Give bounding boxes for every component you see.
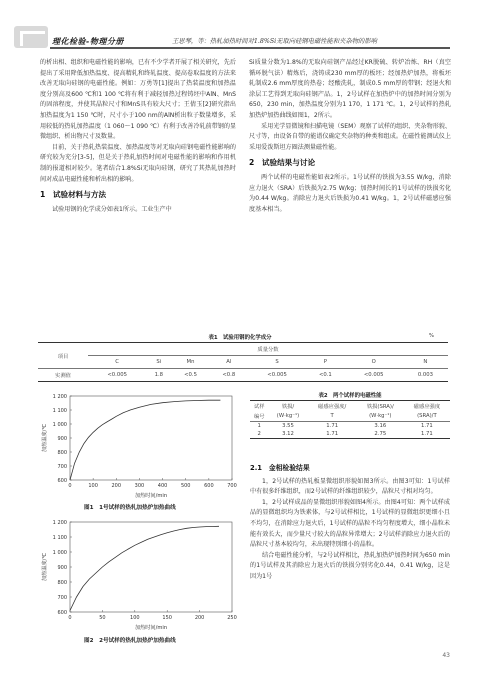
table-header-cell: O <box>345 356 403 369</box>
y-tick-label: 600 <box>57 477 67 484</box>
table-cell: 1.71 <box>404 430 450 439</box>
x-tick-label: 0 <box>68 615 72 621</box>
running-title: 王思琴，等：热轧加热时间对1.8%Si无取向硅钢电磁性能和夹杂物的影响 <box>172 38 377 45</box>
plot-frame <box>70 396 232 480</box>
table-row <box>38 369 448 382</box>
table-cell: 1.71 <box>421 423 433 429</box>
figure1-caption: 图1 1号试样的热轧加热炉加热曲线 <box>84 505 176 511</box>
y-tick-label: 1 200 <box>52 519 67 526</box>
table-cell: 1.71 <box>326 423 339 429</box>
table-header-row <box>250 411 450 422</box>
y-tick-label: 900 <box>57 435 67 442</box>
x-tick-label: 100 <box>88 483 98 489</box>
right-column <box>249 58 451 215</box>
y-tick-label: 1 000 <box>52 549 67 556</box>
paragraph: 目前，关于热轧热装温度、加热温度等对无取向硅钢电磁性能影响的研究较为充分[3-5]，但是关于热轧加热时间对电磁性能的影响和作用机制的报道相对较少。笔者结合1.8%Si无取向硅钢，研究了其热轧加热时间对成品电磁性能和析出相的影响。 <box>40 143 236 183</box>
y-tick-label: 800 <box>57 579 67 586</box>
header-rule <box>50 47 450 49</box>
table-header-cell: 磁感应强度 <box>404 401 450 412</box>
table-cell: <0.1 <box>306 369 344 382</box>
y-tick-label: 900 <box>57 564 67 571</box>
table-header-row <box>38 356 448 369</box>
paragraph: 的析出相、组织和电磁性能的影响，已有不少学者开展了相关研究，先后提出了采用降低加热温度、提高精轧和终轧温度、提高卷取温度的方法来改善无取向硅钢的电磁性能。例如：万勇等[1]提出了热装温度和加热温度分别高及600 ℃和1 100 ℃将有利于减轻加热过程铸坯中AlN、MnS的固溶程度，并使其晶粒尺寸和MnS具有较大尺寸；王倩玉[2]研究指出加热温度为1 150 ℃时，尺寸小于100 nm的AlN析出粒子数量增多，采用较低的热轧加热温度（1 060～1 090 ℃）有利于改善冷轧前带钢的显微组织、析出物尺寸及数量。 <box>40 59 237 141</box>
table-header-cell: 编号 <box>250 411 268 422</box>
table-header-cell: Mn <box>171 356 209 369</box>
x-tick-label: 100 <box>130 615 140 621</box>
table-cell: <0.005 <box>88 369 146 382</box>
x-axis-label: 加热时间/min <box>134 493 168 499</box>
y-tick-label: 700 <box>57 463 67 470</box>
table-header-cell: (W·kg⁻¹) <box>268 411 307 422</box>
table-header-cell: 项目 <box>38 343 88 369</box>
table-header-cell: 磁感应强度/ <box>308 401 357 412</box>
y-tick-label: 800 <box>57 449 67 456</box>
paragraph: 试验用钢的化学成分如表1所示。工业生产中 <box>52 205 172 213</box>
section-heading: 1 试验材料与方法 <box>40 190 107 200</box>
page-number: 43 <box>442 652 450 659</box>
paragraph: Si质量分数为1.8%的无取向硅钢产品经过KR脱硫、转炉冶炼、RH（真空循环脱气法）精炼后，浇铸成230 mm厚的板坯；经加热炉加热，将板坯轧制成2.6 mm厚度的热卷；经酸洗轧，制成0.5 mm厚的带钢；经退火和涂层工艺得到无取向硅钢产品。1，2号试样在加热炉中的加热时间分别为650，230 min，加热温度分别为1 170，1 171 ℃。1，2号试样的热轧加热炉加热曲线如图1，2所示。 <box>249 59 451 119</box>
y-tick-label: 1 200 <box>52 393 67 400</box>
table-cell: 1.71 <box>308 430 357 439</box>
table-row <box>250 422 450 431</box>
table-cell: 2.75 <box>357 430 404 439</box>
y-tick-label: 1 000 <box>52 421 67 428</box>
table-row-label: 实测值 <box>38 369 88 382</box>
paragraph: 采用光学显微镜和扫描电镜（SEM）观察了试样的组织、夹杂物形貌、尺寸等，由设备自带的能谱仪确定夹杂物的种类和组成。在磁性能测试仪上采用爱泼斯坦方圈法测量磁性能。 <box>249 122 451 151</box>
y-tick-label: 1 100 <box>52 407 67 414</box>
series-line <box>70 400 220 480</box>
table1-unit: % <box>428 333 434 339</box>
paragraph: 1，2号试样成品的显微组织形貌如图4所示。由图4可知：两个试样成品的显微组织均为铁素体，与2号试样相比，1号试样的显微组织更细小且不均匀，在消除应力退火后，1号试样的晶粒不均匀程度增大，细小晶粒未能有效长大，而少量尺寸较大的晶粒异常增大；2号试样消除应力退火后的晶粒尺寸基本较均匀，未出现特别细小的晶粒。 <box>250 498 450 549</box>
plot-frame <box>70 522 232 612</box>
table-header-cell: T <box>308 411 357 422</box>
x-tick-label: 200 <box>194 615 205 621</box>
table-cell: 2 <box>250 430 268 439</box>
section-2-1 <box>250 460 450 583</box>
y-tick-label: 1 100 <box>52 534 67 541</box>
x-tick-label: 700 <box>227 483 237 489</box>
table-header-cell: C <box>88 356 146 369</box>
journal-logo-icon <box>14 26 48 48</box>
figure1-chart <box>40 392 240 500</box>
y-axis-label: 加热温度/℃ <box>42 552 48 582</box>
table-header-cell: Si <box>146 356 171 369</box>
table-header-cell: S <box>248 356 306 369</box>
table1-caption: 表1 试验用钢的化学成分 <box>208 335 272 341</box>
table-header-cell: P <box>306 356 344 369</box>
y-axis-label: 加热温度/℃ <box>42 423 48 453</box>
table-cell: <0.005 <box>248 369 306 382</box>
paragraph: 结合电磁性能分析，与2号试样相比，热轧加热炉加热时间为650 min的1号试样及其消除应力退火后的铁损分别劣化0.44，0.41 W/kg，这是因为1号 <box>250 551 450 580</box>
table-header-row <box>250 401 450 412</box>
table2-caption: 表2 两个试样的电磁性能 <box>318 393 382 399</box>
table-cell: 3.55 <box>282 423 294 429</box>
table-header-cell: 铁损(SRA)/ <box>357 401 404 412</box>
table-header-cell: 铁损/ <box>268 401 307 412</box>
x-tick-label: 150 <box>162 615 172 621</box>
table-cell: 3.16 <box>374 423 387 429</box>
x-tick-label: 500 <box>180 483 191 489</box>
table-cell: <0.8 <box>210 369 248 382</box>
table-cell: 1.8 <box>146 369 171 382</box>
x-tick-label: 600 <box>204 483 214 489</box>
figure2-caption: 图2 2号试样的热轧加热炉加热曲线 <box>84 638 176 644</box>
subsection-heading: 2.1 金相检验结果 <box>250 464 310 472</box>
series-line <box>70 526 219 610</box>
x-tick-label: 300 <box>134 483 145 489</box>
x-tick-label: 0 <box>68 483 72 489</box>
table-cell: 0.003 <box>403 369 448 382</box>
x-tick-label: 400 <box>157 483 168 489</box>
y-tick-label: 600 <box>57 609 67 616</box>
x-tick-label: 250 <box>227 615 237 621</box>
table-header-cell: (SRA)/T <box>404 411 450 422</box>
table-header-cell: N <box>403 356 448 369</box>
x-axis-label: 加热时间/min <box>134 625 168 631</box>
table-header-cell: Al <box>210 356 248 369</box>
left-column <box>40 58 236 215</box>
paragraph: 1，2号试样的热轧板显微组织形貌如图3所示。由图3可知：1号试样中有很多纤维组织，而2号试样的纤维组织较少，晶粒尺寸相对均匀。 <box>250 477 450 496</box>
x-tick-label: 50 <box>99 615 106 621</box>
table-header-cell: 试样 <box>250 401 268 412</box>
figure2-chart <box>40 518 240 632</box>
x-tick-label: 200 <box>111 483 122 489</box>
paragraph: 两个试样的电磁性能如表2所示。1号试样的铁损为3.55 W/kg，消除应力退火（SRA）后铁损为2.75 W/kg；加热时间长的1号试样的铁损劣化为0.44 W/kg。消除应力退火后铁损为0.41 W/kg。1，2号试样磁感应强度基本相当。 <box>249 173 451 213</box>
table-row <box>250 430 450 439</box>
table-header-cell: (W·kg⁻¹) <box>357 411 404 422</box>
table-cell: <0.005 <box>345 369 403 382</box>
journal-name: 理化检验-物理分册 <box>52 37 124 46</box>
table-cell: 1 <box>257 423 261 429</box>
table-header-cell: 质量分数 <box>88 343 448 356</box>
section-heading: 2 试验结果与讨论 <box>249 158 316 168</box>
table1 <box>38 342 448 382</box>
table2 <box>250 400 450 439</box>
table-cell: 3.12 <box>268 430 307 439</box>
y-tick-label: 700 <box>57 594 67 601</box>
table-cell: <0.5 <box>171 369 209 382</box>
